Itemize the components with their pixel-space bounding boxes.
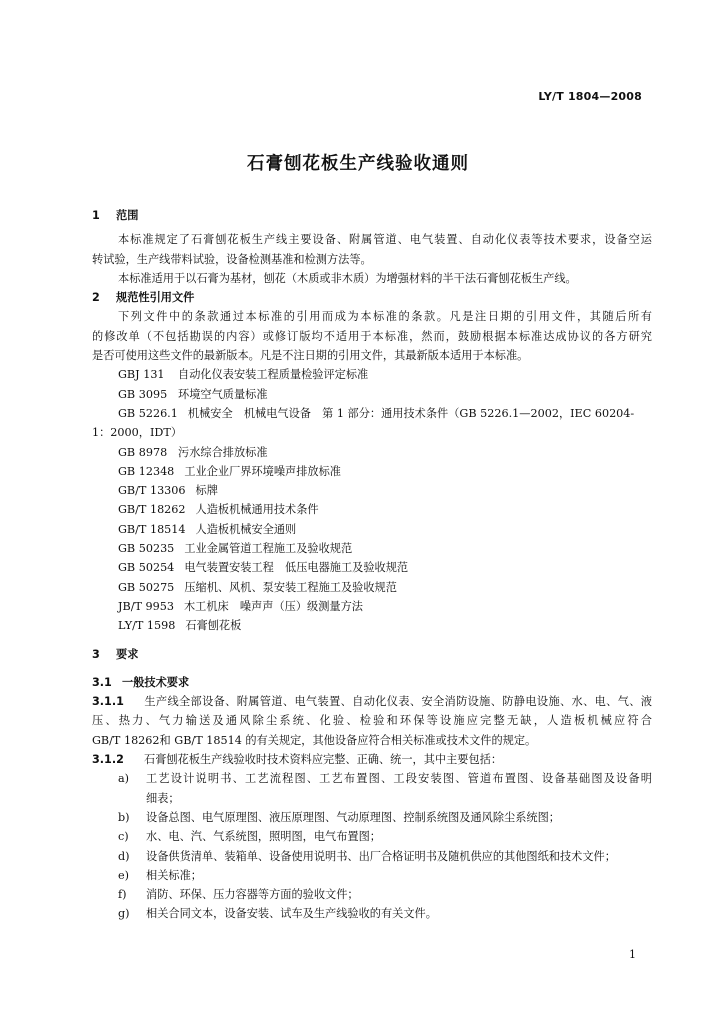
list-item — [92, 808, 652, 827]
reference-code: GB 50235 — [118, 542, 175, 556]
reference-title: 木工机床 噪声声（压）级测量方法 — [183, 599, 363, 613]
reference-item — [92, 462, 652, 481]
reference-code: LY/T 1598 — [118, 619, 176, 633]
reference-title: 标牌 — [195, 484, 218, 498]
paragraph-line: 转试验，生产线带料试验，设备检测基准和检测方法等。 — [92, 252, 372, 266]
reference-code: GB 5226.1 — [118, 406, 178, 420]
list-item — [92, 885, 652, 904]
paragraph-line: 的修改单（不包括勘误的内容）或修订版均不适用于本标准，然而，鼓励根据本标准达成协议的各方研究 — [92, 329, 652, 343]
paragraph-line: 本标准规定了石膏刨花板生产线主要设备、附属管道、电气装置、自动化仪表等技术要求，设备空运 — [118, 233, 652, 247]
paragraph-line: GB/T 18262和 GB/T 18514 的有关规定，其他设备应符合相关标准或技术文件的规定。 — [92, 733, 537, 747]
clause-text: 生产线全部设备、附属管道、电气装置、自动化仪表、安全消防设施、防静电设施、水、电、气、液 — [144, 695, 652, 709]
standard-code: LY/T 1804—2008 — [538, 90, 642, 103]
list-label: d) — [118, 849, 130, 863]
list-text: 设备供货清单、装箱单、设备使用说明书、出厂合格证明书及随机供应的其他图纸和技术文件； — [146, 849, 616, 863]
reference-item — [92, 616, 652, 635]
reference-code: GB/T 18514 — [118, 522, 186, 536]
section-number: 2 — [92, 291, 100, 305]
reference-item — [92, 539, 652, 558]
reference-item — [92, 558, 652, 577]
reference-code: GB 50254 — [118, 561, 175, 575]
section-1-heading — [92, 206, 652, 225]
list-text: 相关合同文本，设备安装、试车及生产线验收的有关文件。 — [146, 907, 437, 921]
clause-3-1-2 — [92, 750, 652, 769]
paragraph-line: 下列文件中的条款通过本标准的引用而成为本标准的条款。凡是注日期的引用文件，其随后所有 — [118, 310, 652, 324]
list-label: b) — [118, 810, 130, 824]
page-number: 1 — [629, 948, 636, 961]
section-title: 范围 — [116, 209, 139, 222]
reference-code: GB 3095 — [118, 387, 168, 401]
list-text: 工艺设计说明书、工艺流程图、工艺布置图、工段安装图、管道布置图、设备基础图及设备明 — [146, 772, 652, 786]
reference-title: 自动化仪表安装工程质量检验评定标准 — [178, 368, 369, 382]
reference-title: 环境空气质量标准 — [178, 387, 268, 401]
list-text: 设备总图、电气原理图、液压原理图、气动原理图、控制系统图及通风除尘系统图； — [146, 810, 560, 824]
clause-text: 石膏刨花板生产线验收时技术资料应完整、正确、统一，其中主要包括： — [144, 753, 503, 767]
reference-title: 石膏刨花板 — [185, 619, 242, 633]
list-label: f) — [118, 888, 127, 902]
reference-code: GBJ 131 — [118, 368, 165, 382]
reference-code: GB/T 18262 — [118, 503, 186, 517]
reference-title: 污水综合排放标准 — [178, 445, 268, 459]
reference-title: 人造板机械通用技术条件 — [195, 503, 319, 517]
reference-code: JB/T 9953 — [118, 599, 174, 613]
reference-title: 人造板机械安全通则 — [195, 522, 297, 536]
reference-item — [92, 385, 652, 404]
list-text: 消防、环保、压力容器等方面的验收文件； — [146, 888, 359, 902]
list-label: e) — [118, 868, 129, 882]
list-item — [92, 847, 652, 866]
reference-item — [92, 404, 652, 423]
paragraph-line: 是否可使用这些文件的最新版本。凡是不注日期的引用文件，其最新版本适用于本标准。 — [92, 349, 529, 363]
subsection-number: 3.1 — [92, 675, 112, 689]
reference-title: 压缩机、风机、泵安装工程施工及验收规范 — [184, 580, 397, 594]
reference-code: GB 12348 — [118, 464, 175, 478]
list-label: g) — [118, 907, 130, 921]
reference-item — [92, 520, 652, 539]
section-3-heading — [92, 645, 652, 664]
reference-item — [92, 578, 652, 597]
reference-title: 工业金属管道工程施工及验收规范 — [184, 542, 353, 556]
clause-number: 3.1.1 — [92, 695, 124, 709]
list-label: a) — [118, 772, 130, 786]
document-body — [92, 206, 652, 924]
reference-item — [92, 481, 652, 500]
list-text: 相关标准； — [146, 868, 202, 882]
subsection-title: 一般技术要求 — [122, 675, 190, 689]
reference-item — [92, 365, 652, 384]
reference-code: GB 8978 — [118, 445, 168, 459]
list-label: c) — [118, 830, 129, 844]
list-item — [92, 866, 652, 885]
reference-title: 工业企业厂界环境噪声排放标准 — [184, 464, 341, 478]
reference-code: GB 50275 — [118, 580, 175, 594]
reference-code: GB/T 13306 — [118, 484, 186, 498]
clause-number: 3.1.2 — [92, 753, 124, 767]
reference-continuation: 1：2000，IDT） — [92, 426, 183, 440]
list-item — [92, 769, 652, 788]
section-title: 规范性引用文件 — [116, 291, 195, 305]
section-number: 1 — [92, 209, 100, 222]
reference-title: 机械安全 机械电气设备 第 1 部分：通用技术条件（GB 5226.1—2002，IEC 60204- — [187, 406, 635, 420]
section-number: 3 — [92, 647, 100, 661]
list-item — [92, 827, 652, 846]
reference-title: 电气装置安装工程 低压电器施工及验收规范 — [184, 561, 409, 575]
section-title: 要求 — [116, 647, 139, 661]
paragraph-line: 本标准适用于以石膏为基材，刨花（木质或非木质）为增强材料的半干法石膏刨花板生产线。 — [118, 271, 577, 285]
section-2-heading — [92, 288, 652, 307]
list-text: 水、电、汽、气系统图，照明图，电气布置图； — [146, 830, 381, 844]
list-continuation: 细表； — [146, 791, 180, 805]
list-item — [92, 904, 652, 923]
document-title: 石膏刨花板生产线验收通则 — [247, 154, 469, 174]
reference-item — [92, 500, 652, 519]
paragraph-line: 压、热力、气力输送及通风除尘系统、化验、检验和环保等设施应完整无缺，人造板机械应符合 — [92, 714, 652, 728]
subsection-3-1-heading — [92, 673, 652, 692]
reference-item — [92, 597, 652, 616]
clause-3-1-1 — [92, 692, 652, 711]
reference-item — [92, 443, 652, 462]
